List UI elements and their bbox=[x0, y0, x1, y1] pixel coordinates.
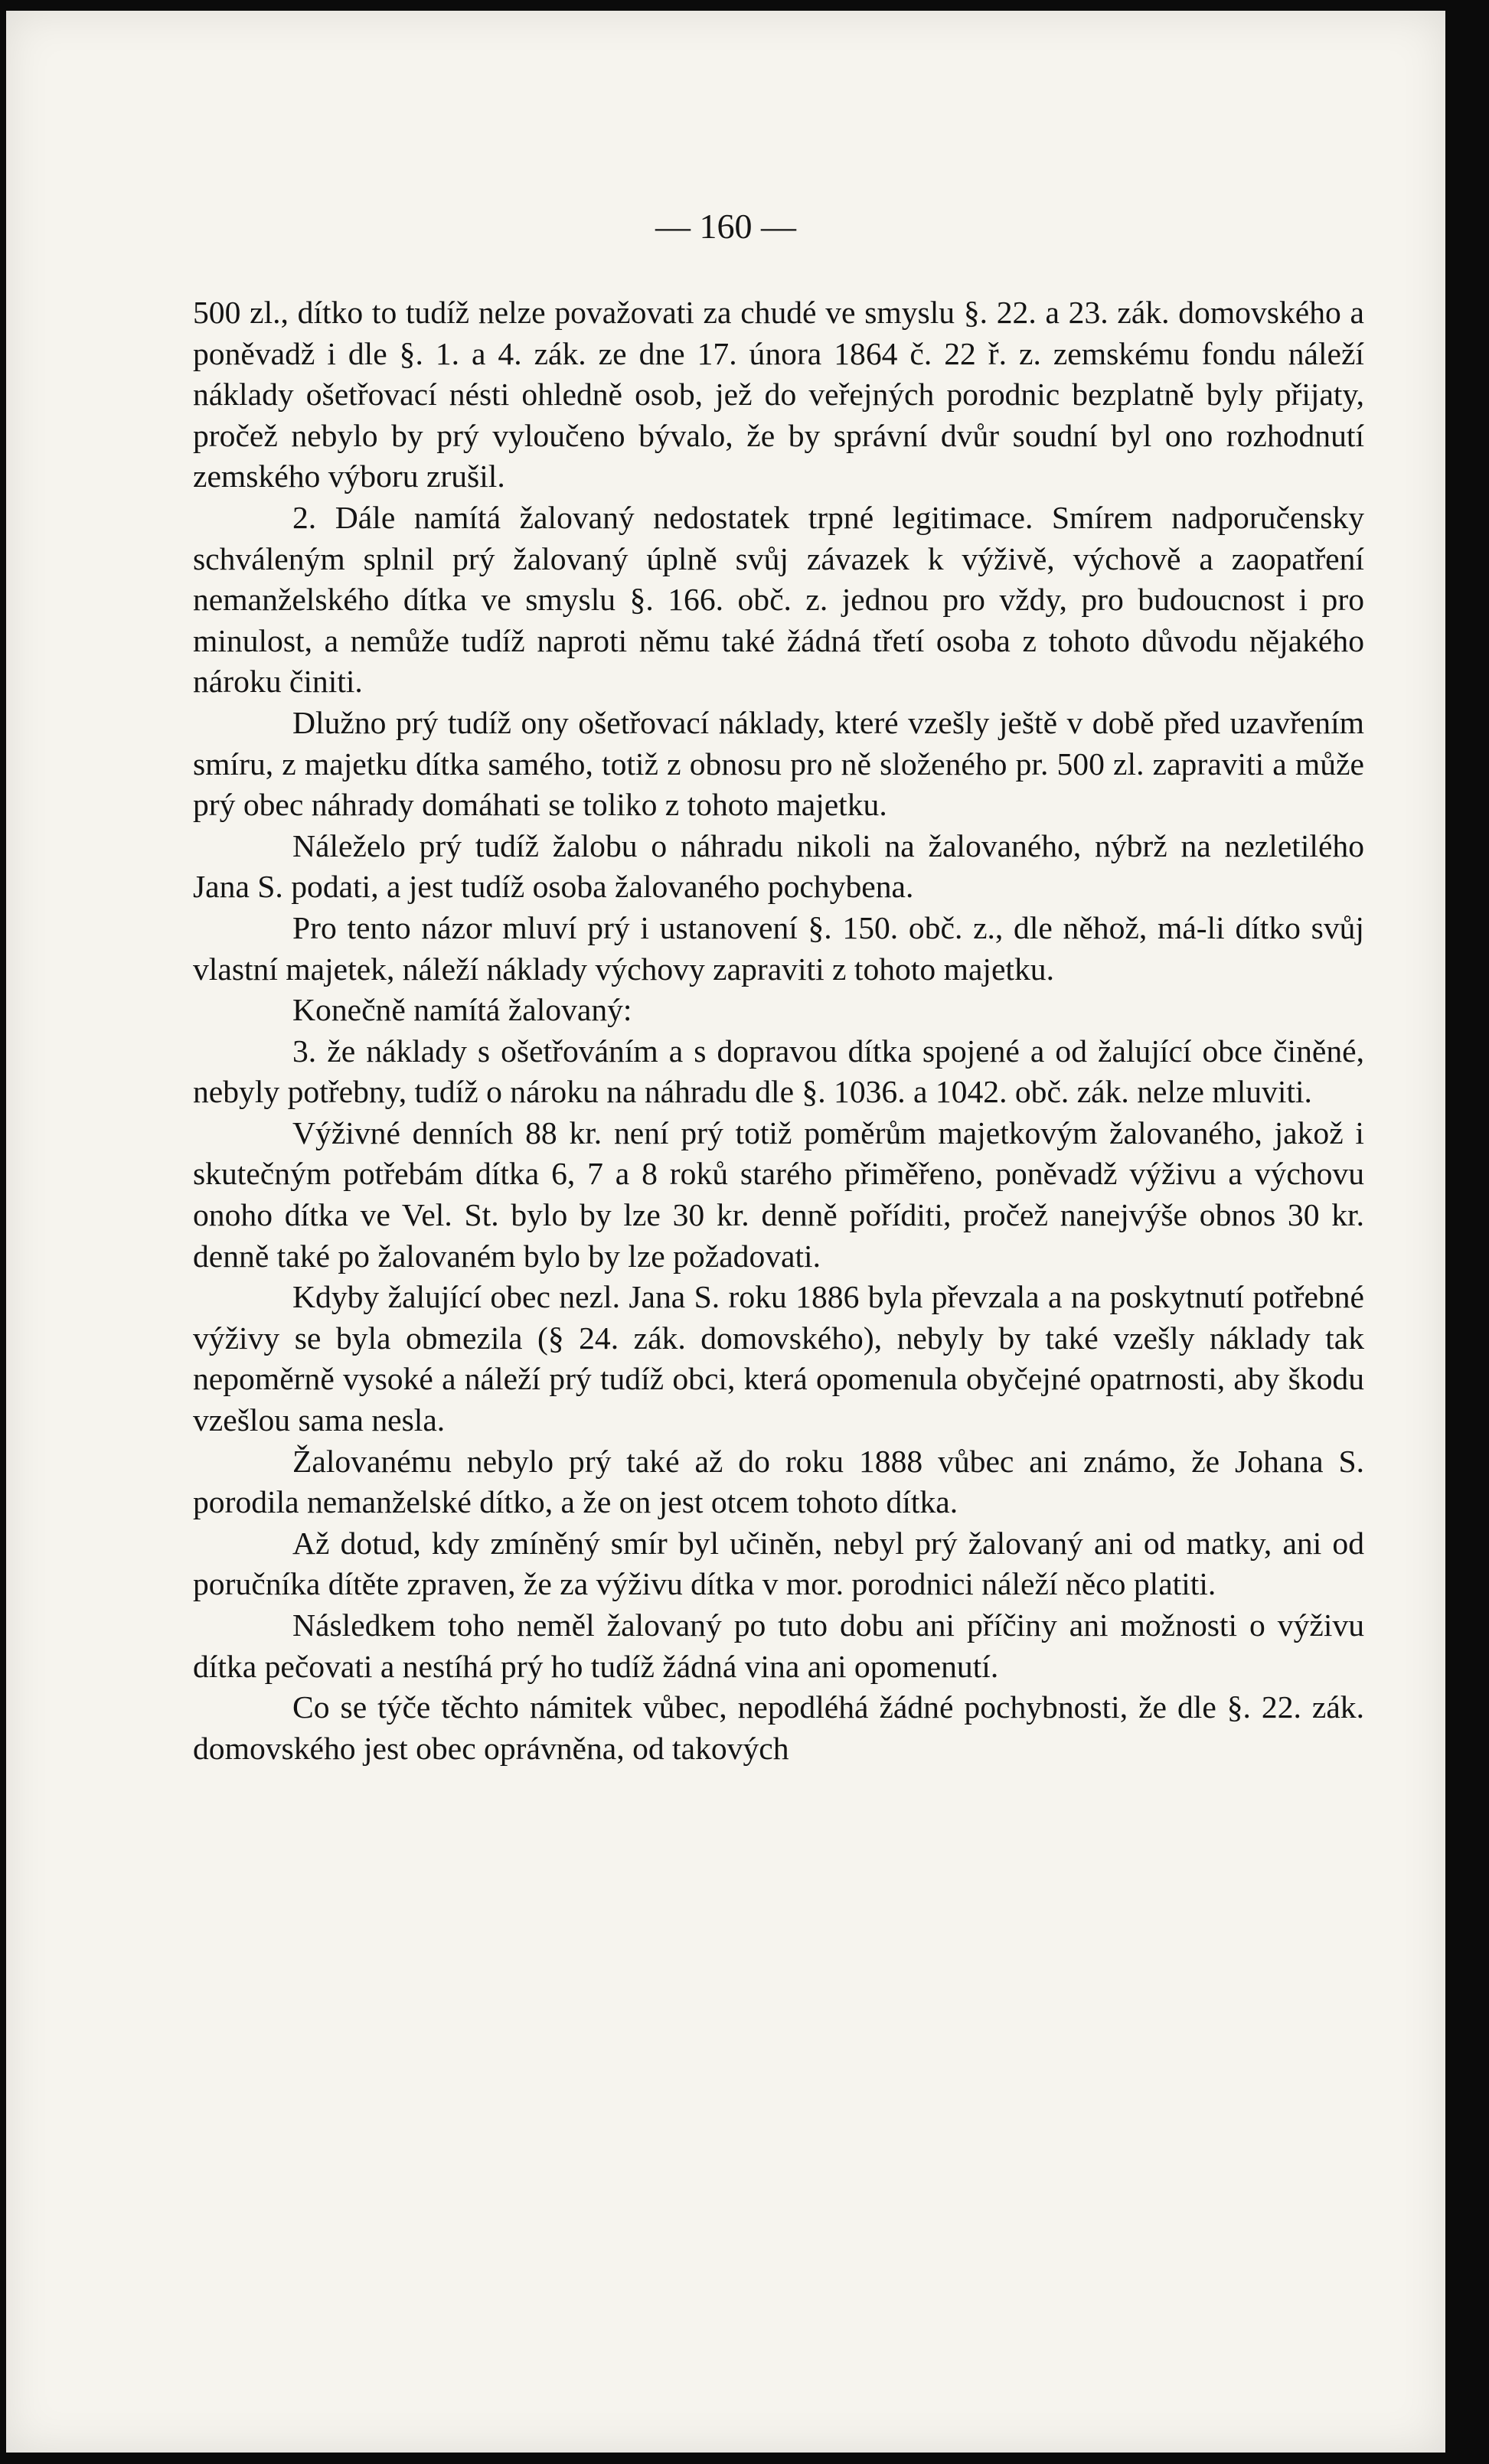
paragraph: Následkem toho neměl žalovaný po tuto dobu ani příčiny ani možnosti o výživu dítka pečovati a nestíhá prý ho tudíž žádná vina ani opomenutí. bbox=[193, 1607, 1364, 1684]
paragraph: 500 zl., dítko to tudíž nelze považovati za chudé ve smyslu §. 22. a 23. zák. domovského a poněvadž i dle §. 1. a 4. zák. ze dne 17. února 1864 č. 22 ř. z. zemskému fondu náleží náklady ošetřovací nésti ohledně osob, jež do veřejných porodnic bezplatně byly přijaty, pročež nebylo by prý vyloučeno bývalo, že by správní dvůr soudní byl ono rozhodnutí zemského výboru zrušil. bbox=[193, 295, 1364, 494]
paragraph: Náleželo prý tudíž žalobu o náhradu nikoli na žalovaného, nýbrž na nezletilého Jana S. podati, a jest tudíž osoba žalovaného pochybena. bbox=[193, 827, 1364, 905]
paragraph: Žalovanému nebylo prý také až do roku 1888 vůbec ani známo, že Johana S. porodila nemanželské dítko, a že on jest otcem tohoto dítka. bbox=[193, 1443, 1364, 1520]
paragraph: Konečně namítá žalovaný: bbox=[292, 992, 632, 1028]
paragraph: Dlužno prý tudíž ony ošetřovací náklady, které vzešly ještě v době před uzavřením smíru, z majetku dítka samého, totiž z obnosu pro ně složeného pr. 500 zl. zapraviti a může prý obec náhrady domáhati se toliko z tohoto majetku. bbox=[193, 704, 1364, 823]
page-number: — 160 — bbox=[655, 207, 796, 246]
paragraph: 3. že náklady s ošetřováním a s dopravou dítka spojené a od žalující obce činěné, nebyly potřebny, tudíž o nároku na náhradu dle §. 1036. a 1042. obč. zák. nelze mluviti. bbox=[193, 1033, 1364, 1110]
body-text bbox=[193, 292, 1364, 1769]
paragraph: Kdyby žalující obec nezl. Jana S. roku 1886 byla převzala a na poskytnutí potřebné výživy se byla obmezila (§ 24. zák. domovského), nebyly by také vzešly náklady tak nepoměrně vysoké a náleží prý tudíž obci, která opomenula obyčejné opatrnosti, aby škodu vzešlou sama nesla. bbox=[193, 1279, 1364, 1438]
paragraph: Pro tento názor mluví prý i ustanovení §. 150. obč. z., dle něhož, má-li dítko svůj vlastní majetek, náleží náklady výchovy zapraviti z tohoto majetku. bbox=[193, 909, 1364, 987]
paragraph: Výživné denních 88 kr. není prý totiž poměrům majetkovým žalovaného, jakož i skutečným potřebám dítka 6, 7 a 8 roků starého přiměřeno, poněvadž výživu a výchovu onoho dítka ve Vel. St. bylo by lze 30 kr. denně poříditi, pročež nanejvýše obnos 30 kr. denně také po žalovaném bylo by lze požadovati. bbox=[193, 1115, 1364, 1274]
paragraph: Až dotud, kdy zmíněný smír byl učiněn, nebyl prý žalovaný ani od matky, ani od poručníka dítěte zpraven, že za výživu dítka v mor. porodnici náleží něco platiti. bbox=[193, 1525, 1364, 1602]
paragraph: 2. Dále namítá žalovaný nedostatek trpné legitimace. Smírem nadporučensky schváleným splnil prý žalovaný úplně svůj závazek k výživě, výchově a zaopatření nemanželského dítka ve smyslu §. 166. obč. z. jednou pro vždy, pro budoucnost i pro minulost, a nemůže tudíž naproti němu také žádná třetí osoba z tohoto důvodu nějakého nároku činiti. bbox=[193, 499, 1364, 700]
paragraph: Co se týče těchto námitek vůbec, nepodléhá žádné pochybnosti, že dle §. 22. zák. domovského jest obec oprávněna, od takových bbox=[193, 1689, 1364, 1766]
book-page bbox=[6, 11, 1445, 2453]
